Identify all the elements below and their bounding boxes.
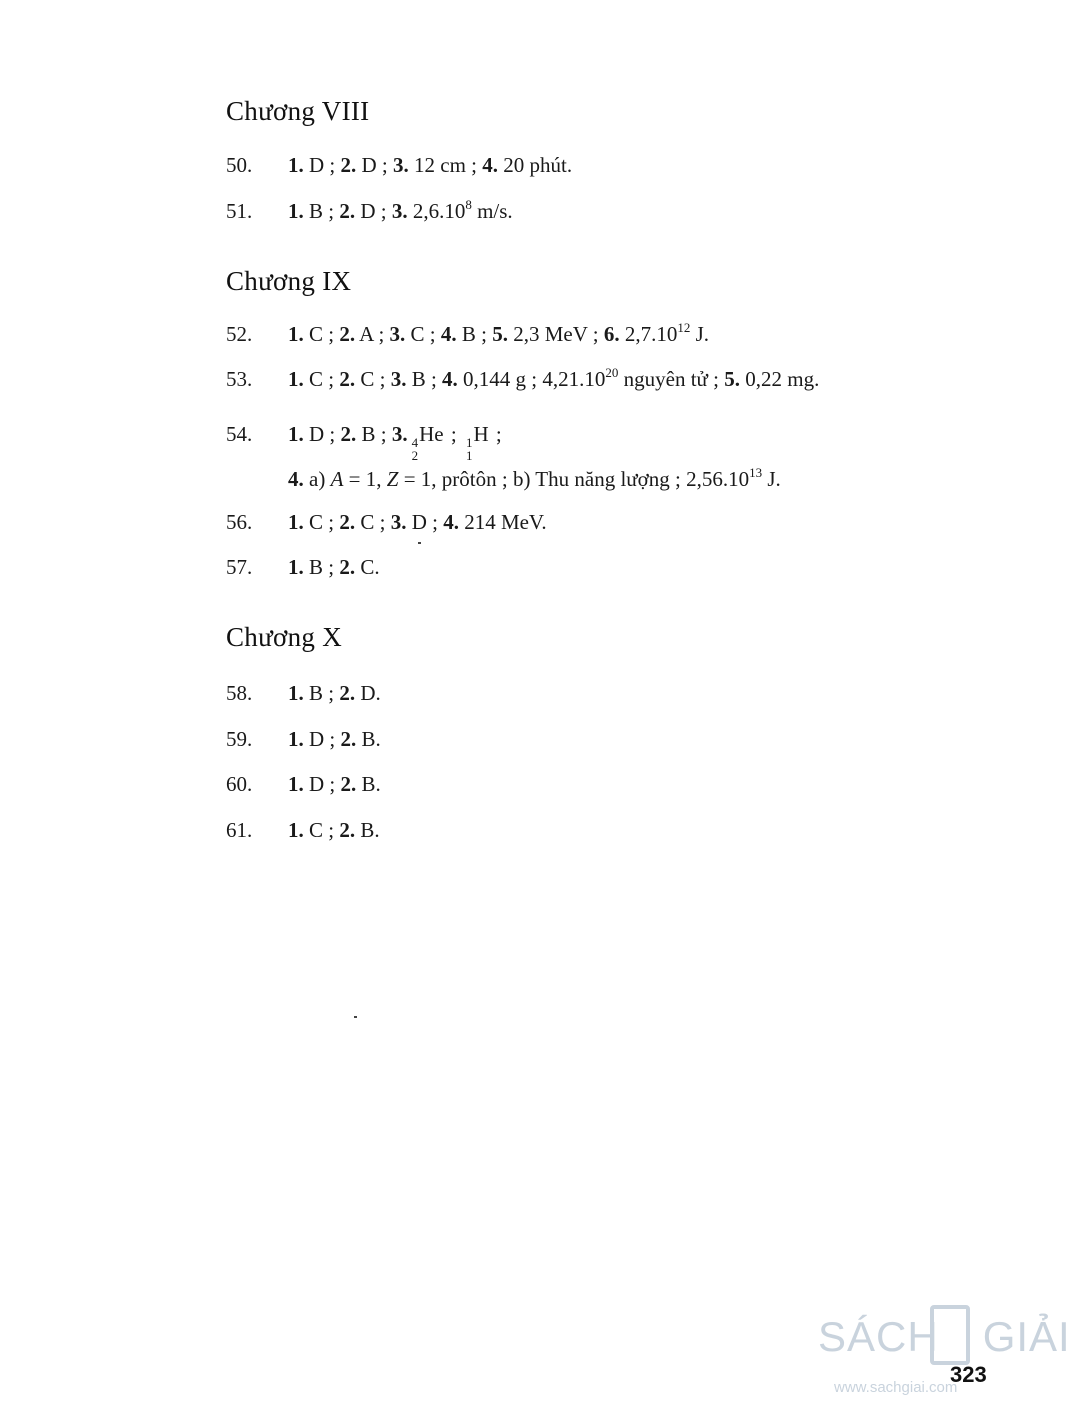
watermark-url: www.sachgiai.com	[834, 1379, 958, 1396]
exercise-number: 51.	[226, 199, 253, 223]
answer-text: 1. B ; 2. C.	[288, 555, 380, 579]
exercise-number: 60.	[226, 772, 253, 796]
answer-row	[226, 727, 381, 752]
answer-row	[226, 322, 709, 347]
answer-row	[226, 510, 547, 535]
answer-row	[226, 153, 572, 178]
chapter-title: Chương IX	[226, 266, 352, 296]
watermark-logo	[818, 1305, 1071, 1405]
answer-text: 1. D ; 2. B.	[288, 727, 381, 751]
answer-row	[226, 772, 381, 797]
scan-speck	[418, 542, 421, 544]
answer-text: 1. C ; 2. A ; 3. C ; 4. B ; 5. 2,3 MeV ; 6. 2,7.10$^{12}$ J.	[288, 320, 710, 346]
chapter-title: Chương X	[226, 622, 343, 652]
answer-text: 1. D ; 2. B.	[288, 772, 381, 796]
exercise-number: 53.	[226, 367, 253, 391]
chapter-title: Chương VIII	[226, 96, 370, 126]
answer-row	[226, 818, 380, 843]
exercise-number: 54.	[226, 422, 253, 446]
nuclide-hydrogen: 1 1 H	[465, 422, 489, 463]
exercise-number: 58.	[226, 681, 253, 705]
answer-text: 1. B ; 2. D.	[288, 681, 381, 705]
scan-speck	[354, 1016, 357, 1018]
exercise-number: 59.	[226, 727, 253, 751]
exercise-number: 56.	[226, 510, 253, 534]
exercise-number: 61.	[226, 818, 253, 842]
answer-text: 1. C ; 2. C ; 3. D ; 4. 214 MeV.	[288, 510, 547, 534]
nuclide-helium: 4 2 He	[411, 422, 444, 463]
answer-subline: 4. a) A = 1, Z = 1, prôtôn ; b) Thu năng lượng ; 2,56.10$^{13}$ J.	[288, 465, 781, 491]
answer-row	[226, 681, 381, 706]
exercise-number: 50.	[226, 153, 253, 177]
answer-row	[226, 422, 502, 462]
answer-text: 1. C ; 2. B.	[288, 818, 380, 842]
page-number: 323	[950, 1362, 987, 1387]
answer-text: 1. B ; 2. D ; 3. 2,6.10$^8$ m/s.	[288, 197, 513, 223]
answer-text: 1. D ; 2. B ; 3. 4 2 He ; 1 1 H ;	[288, 422, 502, 463]
watermark-frame-icon	[930, 1305, 970, 1365]
answer-row	[226, 555, 380, 580]
watermark-brand: SÁCH GIẢI	[818, 1313, 1071, 1360]
exercise-number: 52.	[226, 322, 253, 346]
answer-row	[226, 367, 819, 392]
answer-text: 1. C ; 2. C ; 3. B ; 4. 0,144 g ; 4,21.10$^{20}$ nguyên tử ; 5. 0,22 mg.	[288, 365, 820, 391]
answer-row	[226, 199, 513, 224]
answer-text: 1. D ; 2. D ; 3. 12 cm ; 4. 20 phút.	[288, 153, 573, 177]
exercise-number: 57.	[226, 555, 253, 579]
